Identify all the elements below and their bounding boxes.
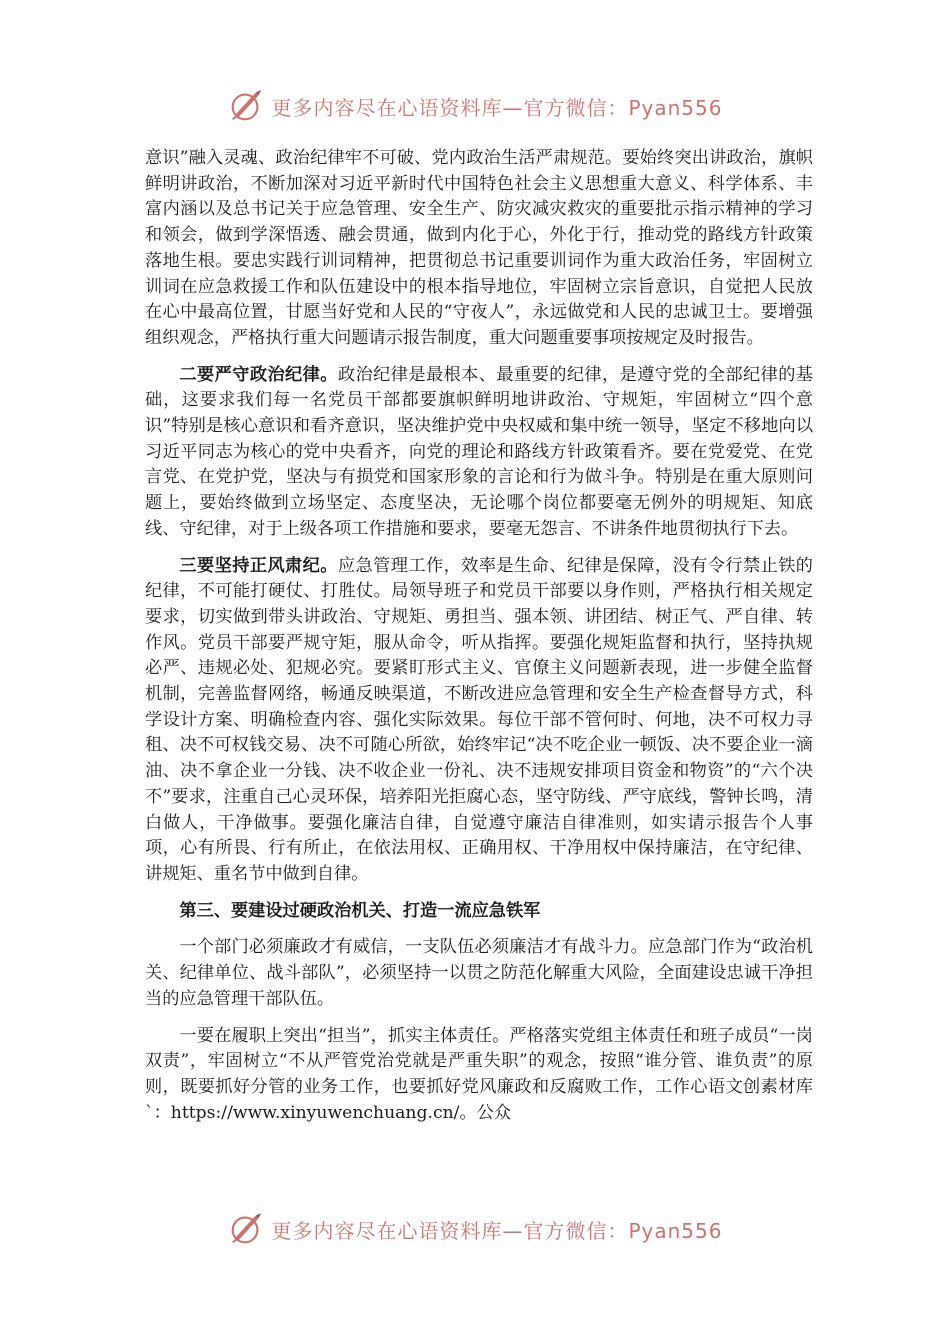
quill-pen-circle-icon: [227, 1210, 265, 1248]
watermark-text: 更多内容尽在心语资料库—官方微信：Pyan556: [271, 95, 723, 120]
section-heading-text: 第三、要建设过硬政治机关、打造一流应急铁军: [179, 900, 541, 921]
quill-pen-circle-icon: [227, 87, 265, 125]
paragraph-4: [145, 935, 813, 1012]
paragraph-3: [145, 554, 813, 888]
document-body: [145, 146, 813, 1126]
bottom-watermark-banner: [0, 1206, 950, 1252]
top-watermark-banner: [0, 83, 950, 129]
paragraph-text: 一个部门必须廉政才有威信，一支队伍必须廉洁才有战斗力。应急部门作为“政治机关、纪律单位、战斗部队”，必须坚持一以贯之防范化解重大风险，全面建设忠诚干净担当的应急管理干部队伍。: [145, 937, 813, 1009]
paragraph-5: [145, 1024, 813, 1127]
paragraph-2: [145, 363, 813, 543]
watermark-text: 更多内容尽在心语资料库—官方微信：Pyan556: [271, 1218, 723, 1243]
paragraph-text: 政治纪律是最根本、最重要的纪律，是遵守党的全部纪律的基础，这要求我们每一名党员干部都要旗帜鲜明地讲政治、守规矩，牢固树立“四个意识”特别是核心意识和看齐意识，坚决维护党中央权威和集中统一领导，坚定不移地向以习近平同志为核心的党中央看齐，向党的理论和路线方针政策看齐。要在党爱党、在党言党、在党护党，坚决与有损党和国家形象的言论和行为做斗争。特别是在重大原则问题上，要始终做到立场坚定、态度坚决，无论哪个岗位都要毫无例外的明规矩、知底线、守纪律，对于上级各项工作措施和要求，要毫无怨言、不讲条件地贯彻执行下去。: [145, 364, 813, 539]
section-heading: [145, 899, 813, 925]
paragraph-1: [145, 146, 813, 352]
paragraph-text: 一要在履职上突出“担当”，抓实主体责任。严格落实党组主体责任和班子成员“一岗双责”，牢固树立“不从严管党治党就是严重失职”的观念，按照“谁分管、谁负责”的原则，既要抓好分管的业务工作，也要抓好党风廉政和反腐败工作，工作心语文创素材库`：https://www.xinyuwenchuang.cn/。公众: [145, 1025, 813, 1123]
paragraph-text: 应急管理工作，效率是生命、纪律是保障，没有令行禁止铁的纪律，不可能打硬仗、打胜仗。局领导班子和党员干部要以身作则，严格执行相关规定要求，切实做到带头讲政治、守规矩、勇担当、强本领、讲团结、树正气、严自律、转作风。党员干部要严规守矩，服从命令，听从指挥。要强化规矩监督和执行，坚持执规必严、违规必处、犯规必究。要紧盯形式主义、官僚主义问题新表现，进一步健全监督机制，完善监督网络，畅通反映渠道，不断改进应急管理和安全生产检查督导方式，科学设计方案、明确检查内容、强化实际效果。每位干部不管何时、何地，决不可权力寻租、决不可权钱交易、决不可随心所欲，始终牢记“决不吃企业一顿饭、决不要企业一滴油、决不拿企业一分钱、决不收企业一份礼、决不违规安排项目资金和物资”的“六个决不”要求，注重自己心灵环保，培养阳光拒腐心态，坚守防线、严守底线，警钟长鸣，清白做人，干净做事。要强化廉洁自律，自觉遵守廉洁自律准则，如实请示报告个人事项，心有所畏、行有所止，在依法用权、正确用权、干净用权中保持廉洁，在守纪律、讲规矩、重名节中做到自律。: [145, 555, 813, 884]
paragraph-lead: 三要坚持正风肃纪。: [179, 555, 338, 576]
paragraph-lead: 二要严守政治纪律。: [179, 364, 338, 385]
paragraph-text: 意识”融入灵魂、政治纪律牢不可破、党内政治生活严肃规范。要始终突出讲政治，旗帜鲜明讲政治，不断加深对习近平新时代中国特色社会主义思想重大意义、科学体系、丰富内涵以及总书记关于应急管理、安全生产、防灾减灾救灾的重要批示指示精神的学习和领会，做到学深悟透、融会贯通，做到内化于心，外化于行，推动党的路线方针政策落地生根。要忠实践行训词精神，把贯彻总书记重要训词作为重大政治任务，牢固树立训词在应急救援工作和队伍建设中的根本指导地位，牢固树立宗旨意识，自觉把人民放在心中最高位置，甘愿当好党和人民的“守夜人”，永远做党和人民的忠诚卫士。要增强组织观念，严格执行重大问题请示报告制度，重大问题重要事项按规定及时报告。: [145, 148, 813, 348]
